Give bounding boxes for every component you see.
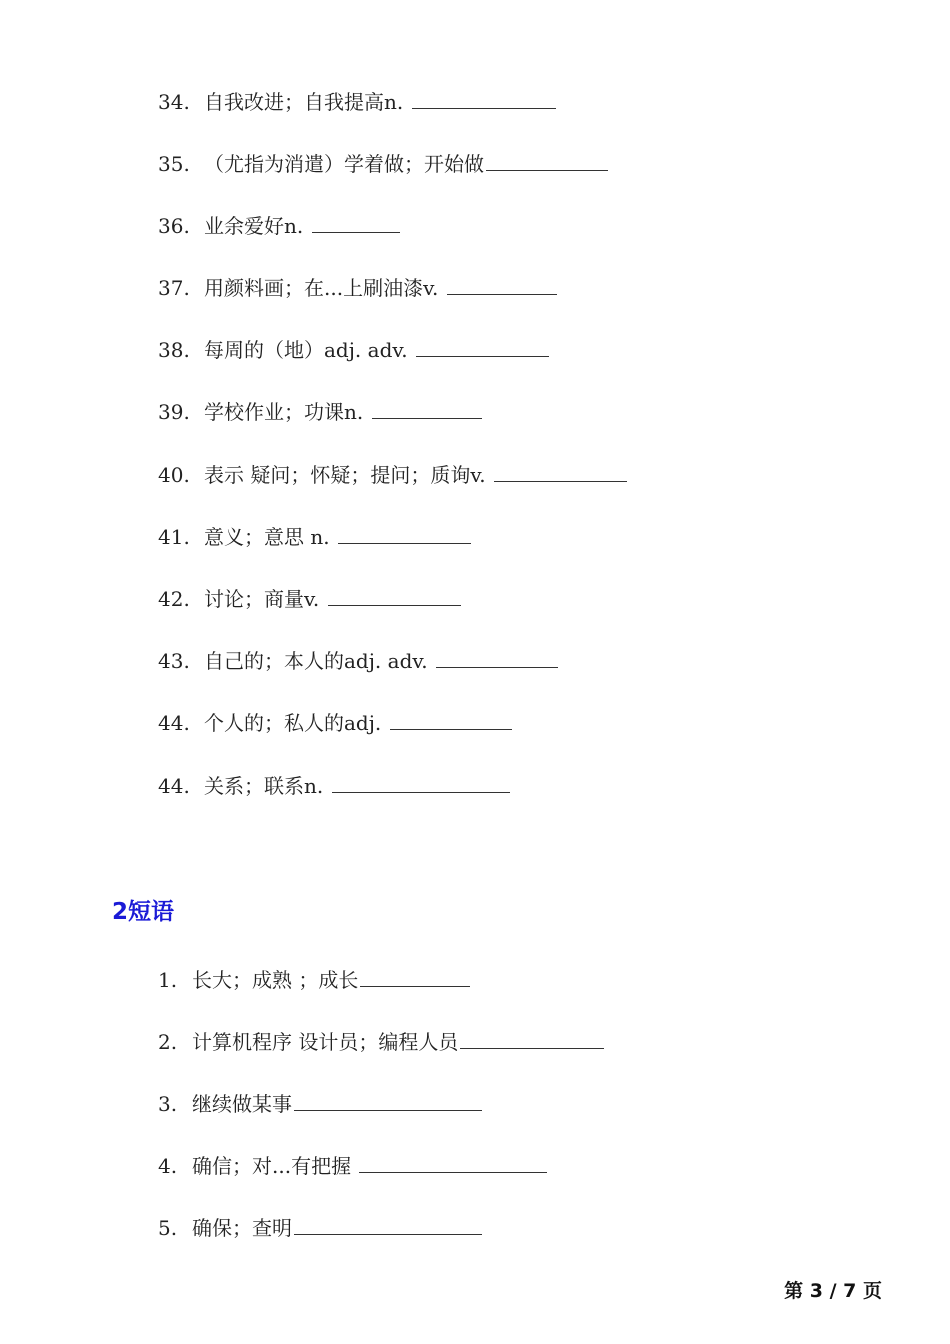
item-text: 讨论；商量v.	[204, 587, 326, 611]
list-item	[158, 709, 512, 737]
list-item	[158, 1214, 482, 1242]
item-text: 每周的（地）adj. adv.	[204, 338, 415, 362]
item-text: 计算机程序 设计员；编程人员	[192, 1030, 459, 1054]
item-text: 关系；联系n.	[204, 774, 330, 798]
list-item	[158, 585, 461, 613]
item-text: 长大；成熟 ；成长	[192, 968, 359, 992]
answer-blank[interactable]	[494, 461, 627, 482]
item-text: （尤指为消遣）学着做；开始做	[204, 152, 484, 176]
list-item	[158, 647, 558, 675]
item-number: 2.	[158, 1030, 178, 1054]
item-number: 1.	[158, 968, 178, 992]
item-number: 35.	[158, 152, 190, 176]
list-item	[158, 88, 556, 116]
answer-blank[interactable]	[412, 88, 556, 109]
list-item	[158, 336, 549, 364]
item-text: 自己的；本人的adj. adv.	[204, 649, 435, 673]
list-item	[158, 212, 400, 240]
answer-blank[interactable]	[338, 523, 471, 544]
item-text: 个人的；私人的adj.	[204, 711, 388, 735]
answer-blank[interactable]	[390, 709, 512, 730]
answer-blank[interactable]	[312, 212, 400, 233]
item-text: 自我改进；自我提高n.	[204, 90, 410, 114]
item-number: 40.	[158, 463, 190, 487]
item-text: 表示 疑问；怀疑；提问；质询v.	[204, 463, 492, 487]
answer-blank[interactable]	[359, 1152, 547, 1173]
item-number: 36.	[158, 214, 190, 238]
list-item	[158, 1090, 482, 1118]
list-item	[158, 398, 482, 426]
item-number: 38.	[158, 338, 190, 362]
list-item	[158, 461, 627, 489]
answer-blank[interactable]	[372, 398, 482, 419]
item-text: 意义；意思 n.	[204, 525, 336, 549]
item-number: 44.	[158, 774, 190, 798]
item-number: 5.	[158, 1216, 178, 1240]
item-text: 业余爱好n.	[204, 214, 310, 238]
answer-blank[interactable]	[460, 1028, 604, 1049]
item-number: 39.	[158, 400, 190, 424]
answer-blank[interactable]	[447, 274, 557, 295]
answer-blank[interactable]	[332, 772, 510, 793]
list-item	[158, 1152, 547, 1180]
item-text: 继续做某事	[192, 1092, 292, 1116]
item-number: 43.	[158, 649, 190, 673]
item-number: 44.	[158, 711, 190, 735]
item-number: 37.	[158, 276, 190, 300]
item-number: 4.	[158, 1154, 178, 1178]
answer-blank[interactable]	[360, 966, 470, 987]
answer-blank[interactable]	[486, 150, 608, 171]
list-item	[158, 772, 510, 800]
item-text: 用颜料画；在...上刷油漆v.	[204, 276, 445, 300]
list-item	[158, 274, 557, 302]
item-number: 34.	[158, 90, 190, 114]
item-number: 41.	[158, 525, 190, 549]
item-text: 学校作业；功课n.	[204, 400, 370, 424]
section-heading: 2短语	[112, 899, 175, 925]
page-number: 第 3 / 7 页	[784, 1280, 882, 1302]
item-text: 确保；查明	[192, 1216, 292, 1240]
answer-blank[interactable]	[328, 585, 461, 606]
list-item	[158, 523, 471, 551]
item-number: 3.	[158, 1092, 178, 1116]
answer-blank[interactable]	[436, 647, 558, 668]
list-item	[158, 1028, 604, 1056]
list-item	[158, 966, 470, 994]
answer-blank[interactable]	[294, 1214, 482, 1235]
item-text: 确信；对...有把握	[192, 1154, 358, 1178]
item-number: 42.	[158, 587, 190, 611]
answer-blank[interactable]	[294, 1090, 482, 1111]
answer-blank[interactable]	[416, 336, 549, 357]
list-item	[158, 150, 608, 178]
